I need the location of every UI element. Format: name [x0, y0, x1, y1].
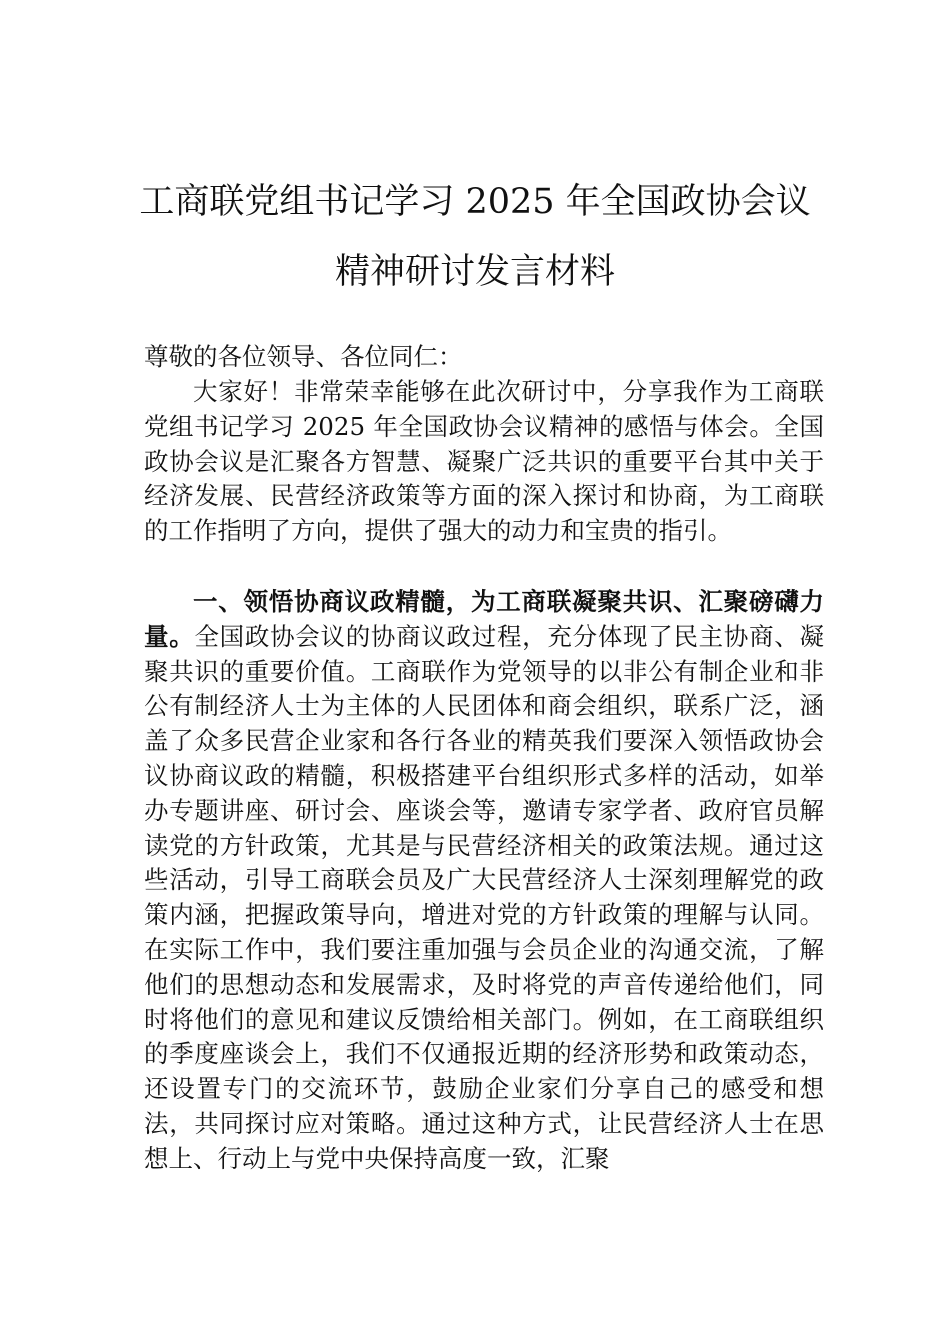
section-one-body: 全国政协会议的协商议政过程，充分体现了民主协商、凝聚共识的重要价值。工商联作为党领导的以非公有制企业和非公有制经济人士为主体的人民团体和商会组织，联系广泛，涵盖了众多民营企业家和各行各业的精英我们要深入领悟政协会议协商议政的精髓，积极搭建平台组织形式多样的活动，如举办专题讲座、研讨会、座谈会等，邀请专家学者、政府官员解读党的方针政策，尤其是与民营经济相关的政策法规。通过这些活动，引导工商联会员及广大民营经济人士深刻理解党的政策内涵，把握政策导向，增进对党的方针政策的理解与认同。在实际工作中，我们要注重加强与会员企业的沟通交流，了解他们的思想动态和发展需求，及时将党的声音传递给他们，同时将他们的意见和建议反馈给相关部门。例如，在工商联组织的季度座谈会上，我们不仅通报近期的经济形势和政策动态，还设置专门的交流环节，鼓励企业家们分享自己的感受和想法，共同探讨应对策略。通过这种方式，让民营经济人士在思想上、行动上与党中央保持高度一致，汇聚 — [144, 621, 825, 1173]
paragraph-section-one — [144, 585, 824, 1177]
paragraph-intro: 大家好！非常荣幸能够在此次研讨中，分享我作为工商联党组书记学习 2025 年全国政协会议精神的感悟与体会。全国政协会议是汇聚各方智慧、凝聚广泛共识的重要平台其中关于经济发展、民营经济政策等方面的深入探讨和协商，为工商联的工作指明了方向，提供了强大的动力和宝贵的指引。 — [144, 377, 824, 546]
salutation: 尊敬的各位领导、各位同仁： — [144, 342, 463, 371]
document-title-line-1: 工商联党组书记学习 2025 年全国政协会议 — [139, 182, 811, 222]
document-title-line-2: 精神研讨发言材料 — [334, 252, 615, 292]
section-one-heading: 一、领悟协商议政精髓，为工商联凝聚共识、汇聚磅礴力量。 — [144, 587, 824, 651]
